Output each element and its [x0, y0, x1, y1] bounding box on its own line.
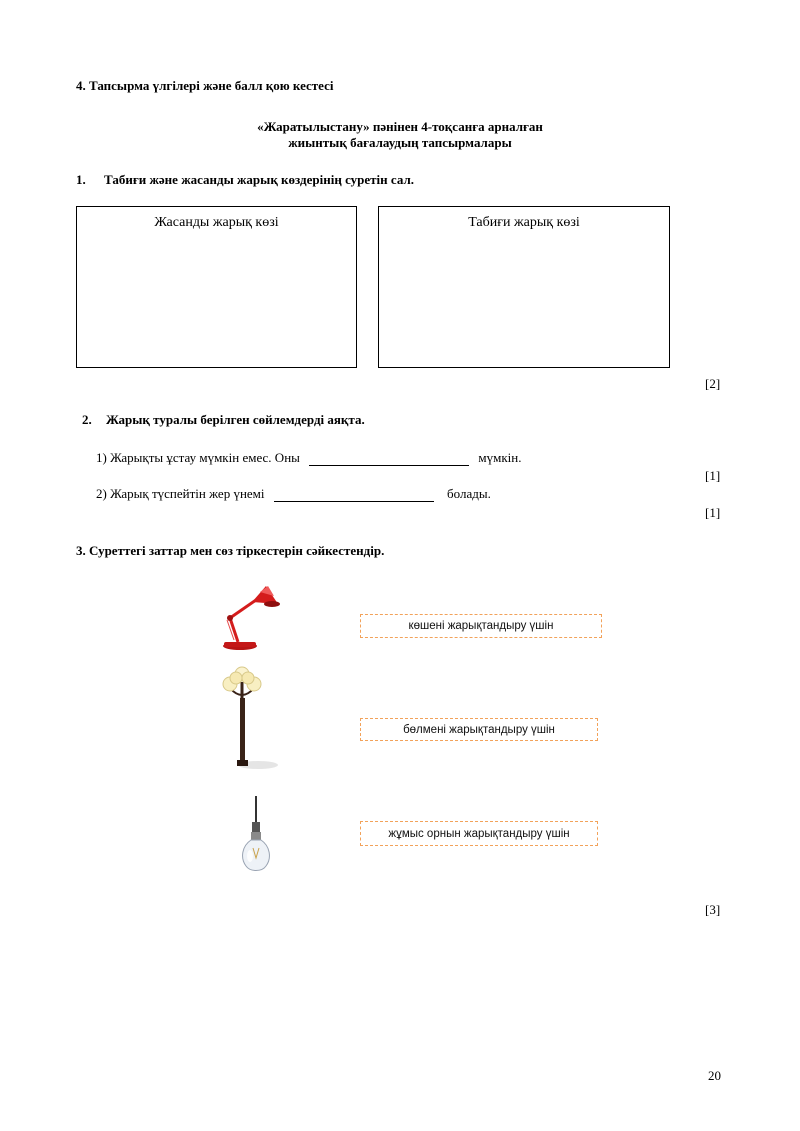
phrase-box-street[interactable]: көшені жарықтандыру үшін [360, 614, 602, 638]
section-heading: 4. Тапсырма үлгілері және балл қою кестесі [76, 78, 334, 93]
drawing-box-artificial[interactable] [76, 206, 357, 368]
task2-score-1: [1] [705, 468, 721, 483]
drawing-box-natural-label: Табиғи жарық көзі [468, 215, 580, 230]
desk-lamp-icon[interactable] [216, 582, 282, 652]
phrase-box-room[interactable]: бөлмені жарықтандыру үшін [360, 718, 598, 741]
task3-text: 3. Суреттегі заттар мен сөз тіркестерін сәйкестендір. [76, 543, 385, 558]
drawing-box-natural[interactable] [378, 206, 670, 368]
task1-number: 1. [76, 172, 86, 187]
street-lamp-icon[interactable] [218, 662, 286, 772]
task2-sentence-1 [96, 450, 521, 466]
sentence1-before: 1) Жарықты ұстау мүмкін емес. Оны [96, 450, 300, 465]
title-line-2: жиынтық бағалаудың тапсырмалары [288, 135, 512, 150]
task2-sentence-2 [96, 486, 491, 502]
sentence1-blank[interactable] [309, 453, 469, 466]
task2-score-2: [1] [705, 505, 721, 520]
task3-score: [3] [705, 902, 721, 917]
task2-number: 2. [82, 412, 92, 427]
task2-text: Жарық туралы берілген сөйлемдерді аяқта. [106, 412, 365, 427]
sentence2-before: 2) Жарық түспейтін жер үнемі [96, 486, 265, 501]
sentence2-blank[interactable] [274, 489, 434, 502]
sentence1-after: мүмкін. [478, 450, 522, 465]
sentence2-after: болады. [447, 486, 491, 501]
task1-text: Табиғи және жасанды жарық көздерінің суретін сал. [104, 172, 414, 187]
light-bulb-icon[interactable] [238, 796, 274, 874]
title-line-1: «Жаратылыстану» пәнінен 4-тоқсанға арналған [257, 119, 543, 134]
page-number: 20 [708, 1068, 721, 1083]
phrase-box-workplace[interactable]: жұмыс орнын жарықтандыру үшін [360, 821, 598, 846]
task1-score: [2] [705, 376, 721, 391]
drawing-box-artificial-label: Жасанды жарық көзі [154, 215, 279, 230]
